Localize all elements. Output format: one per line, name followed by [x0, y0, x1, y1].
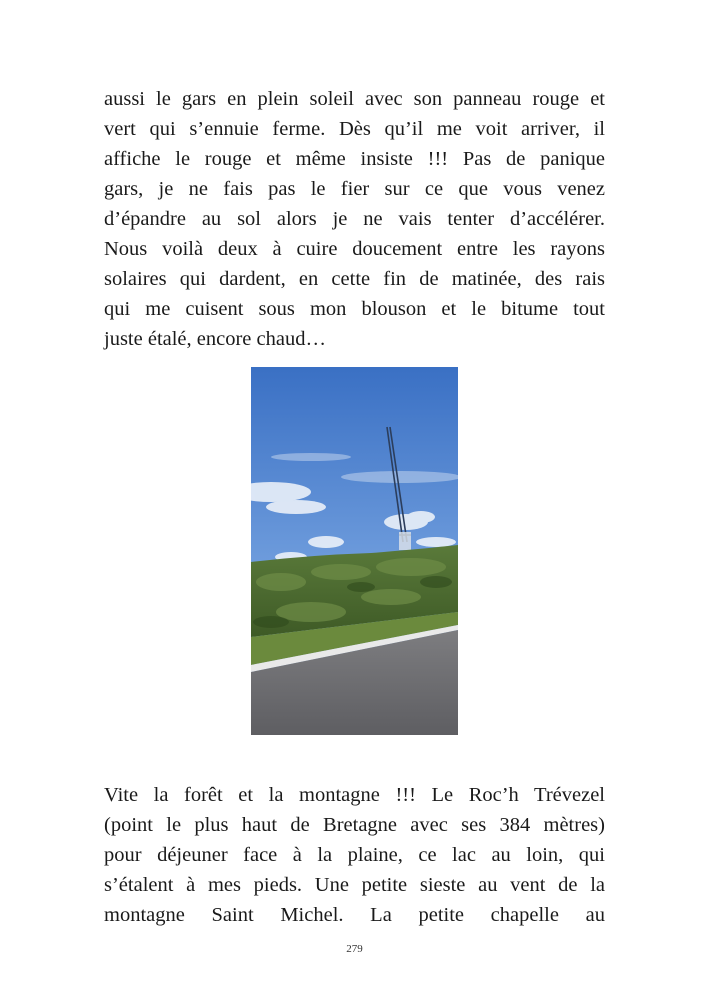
paragraph-line: affiche le rouge et même insiste !!! Pas de panique	[104, 148, 605, 170]
paragraph-line: gars, je ne fais pas le fier sur ce que vous venez	[104, 178, 605, 200]
paragraph-line: montagne Saint Michel. La petite chapelle au	[104, 904, 605, 926]
paragraph-line: Nous voilà deux à cuire doucement entre les rayons	[104, 238, 605, 260]
paragraph-line: s’étalent à mes pieds. Une petite sieste au vent de la	[104, 874, 605, 896]
paragraph-line: solaires qui dardent, en cette fin de matinée, des rais	[104, 268, 605, 290]
paragraph-line: aussi le gars en plein soleil avec son panneau rouge et	[104, 88, 605, 110]
paragraph-line: qui me cuisent sous mon blouson et le bitume tout	[104, 298, 605, 320]
paragraph-bottom	[104, 780, 605, 930]
paragraph-line: pour déjeuner face à la plaine, ce lac au loin, qui	[104, 844, 605, 866]
paragraph-line: d’épandre au sol alors je ne vais tenter d’accélérer.	[104, 208, 605, 230]
page-number: 279	[346, 943, 363, 955]
paragraph-line: vert qui s’ennuie ferme. Dès qu’il me voit arriver, il	[104, 118, 605, 140]
paragraph-top	[104, 84, 605, 354]
paragraph-line: juste étalé, encore chaud…	[104, 328, 326, 350]
paragraph-line: (point le plus haut de Bretagne avec ses 384 mètres)	[104, 814, 605, 836]
paragraph-line: Vite la forêt et la montagne !!! Le Roc’h Trévezel	[104, 784, 605, 806]
antenna-photo	[251, 367, 458, 735]
